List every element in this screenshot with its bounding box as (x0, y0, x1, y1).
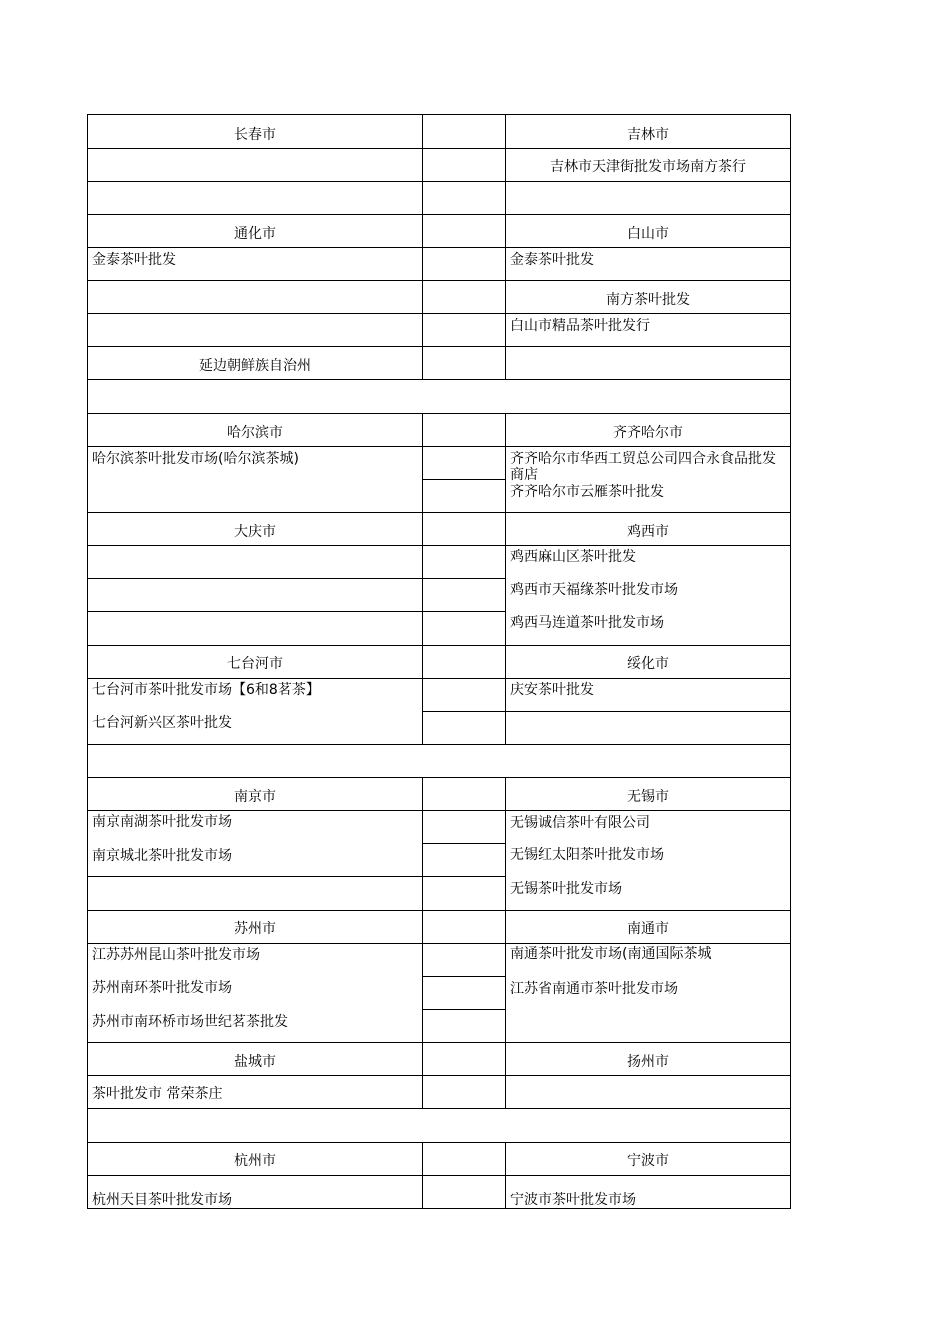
grid-line (87, 943, 791, 944)
grid-line (422, 479, 506, 480)
market-entry: 宁波市茶叶批发市场 (510, 1192, 636, 1208)
grid-line (87, 413, 791, 414)
market-entry: 鸡西市天福缘茶叶批发市场 (510, 582, 678, 598)
market-entry: 金泰茶叶批发 (92, 252, 176, 268)
city-header-left: 苏州市 (234, 921, 276, 937)
market-entry: 鸡西马连道茶叶批发市场 (510, 615, 664, 631)
grid-line (87, 1142, 791, 1143)
grid-line (87, 611, 506, 612)
grid-line (87, 148, 791, 149)
grid-line (87, 777, 791, 778)
market-entry: 无锡诚信茶叶有限公司 (510, 815, 650, 831)
market-entry: 吉林市天津街批发市场南方茶行 (550, 159, 746, 175)
grid-line (87, 678, 791, 679)
market-entry: 南通茶叶批发市场(南通国际茶城 (510, 946, 712, 962)
market-entry: 茶叶批发市 常荣茶庄 (92, 1086, 223, 1102)
market-entry: 鸡西麻山区茶叶批发 (510, 549, 636, 565)
market-entry: 苏州市南环桥市场世纪茗茶批发 (92, 1014, 288, 1030)
city-header-right: 南通市 (627, 921, 669, 937)
grid-line (87, 512, 791, 513)
grid-line (87, 214, 791, 215)
city-header-right: 齐齐哈尔市 (613, 425, 683, 441)
city-header-left: 七台河市 (227, 656, 283, 672)
grid-line (422, 843, 506, 844)
grid-line (87, 876, 506, 877)
grid-line (87, 1208, 791, 1209)
market-entry: 无锡茶叶批发市场 (510, 881, 622, 897)
market-entry: 七台河新兴区茶叶批发 (92, 715, 232, 731)
grid-line (87, 114, 88, 1209)
city-header-left: 哈尔滨市 (227, 425, 283, 441)
city-header-left: 南京市 (234, 789, 276, 805)
grid-line (87, 1042, 791, 1043)
city-header-left: 大庆市 (234, 524, 276, 540)
grid-line (87, 1108, 791, 1109)
city-header-right: 扬州市 (627, 1054, 669, 1070)
grid-line (790, 114, 791, 1209)
market-entry: 江苏省南通市茶叶批发市场 (510, 981, 678, 997)
market-entry: 白山市精品茶叶批发行 (510, 318, 650, 334)
market-entry: 哈尔滨茶叶批发市场(哈尔滨茶城) (92, 451, 299, 467)
city-header-right: 吉林市 (627, 127, 669, 143)
grid-line (422, 413, 423, 745)
grid-line (87, 910, 791, 911)
market-entry: 南方茶叶批发 (606, 292, 690, 308)
grid-line (505, 413, 506, 745)
grid-line (87, 1175, 791, 1176)
city-header-right: 绥化市 (627, 656, 669, 672)
city-header-left: 杭州市 (234, 1153, 276, 1169)
grid-line (422, 777, 423, 1109)
city-header-left: 长春市 (234, 127, 276, 143)
grid-line (87, 379, 791, 380)
grid-line (422, 711, 791, 712)
market-entry: 江苏苏州昆山茶叶批发市场 (92, 947, 260, 963)
grid-line (422, 1009, 506, 1010)
grid-line (87, 645, 791, 646)
grid-line (422, 1142, 423, 1209)
city-header-right: 宁波市 (627, 1153, 669, 1169)
city-header-right: 白山市 (627, 226, 669, 242)
grid-line (87, 810, 791, 811)
market-entry: 杭州天目茶叶批发市场 (92, 1192, 232, 1208)
grid-line (422, 114, 423, 380)
market-entry: 南京南湖茶叶批发市场 (92, 814, 232, 830)
grid-line (87, 114, 791, 115)
grid-line (87, 545, 791, 546)
city-header-left: 通化市 (234, 226, 276, 242)
grid-line (87, 280, 791, 281)
city-header-right: 无锡市 (627, 789, 669, 805)
grid-line (87, 578, 506, 579)
grid-line (87, 744, 791, 745)
city-header-left: 延边朝鲜族自治州 (199, 358, 311, 374)
market-entry: 南京城北茶叶批发市场 (92, 848, 232, 864)
grid-line (87, 247, 791, 248)
market-entry: 七台河市茶叶批发市场【6和8茗茶】 (92, 682, 320, 698)
market-entry: 无锡红太阳茶叶批发市场 (510, 847, 664, 863)
market-entry: 齐齐哈尔市华西工贸总公司四合永食品批发商店 (510, 451, 776, 483)
grid-line (422, 976, 506, 977)
market-entry: 庆安茶叶批发 (510, 682, 594, 698)
market-entry: 齐齐哈尔市云雁茶叶批发 (510, 484, 664, 500)
city-header-left: 盐城市 (234, 1054, 276, 1070)
grid-line (505, 1142, 506, 1209)
grid-line (87, 346, 791, 347)
market-entry: 金泰茶叶批发 (510, 252, 594, 268)
grid-line (505, 114, 506, 380)
city-header-right: 鸡西市 (627, 524, 669, 540)
grid-line (87, 1075, 791, 1076)
grid-line (87, 446, 791, 447)
grid-line (505, 777, 506, 1109)
grid-line (87, 313, 791, 314)
grid-line (87, 181, 791, 182)
market-entry: 苏州南环茶叶批发市场 (92, 980, 232, 996)
